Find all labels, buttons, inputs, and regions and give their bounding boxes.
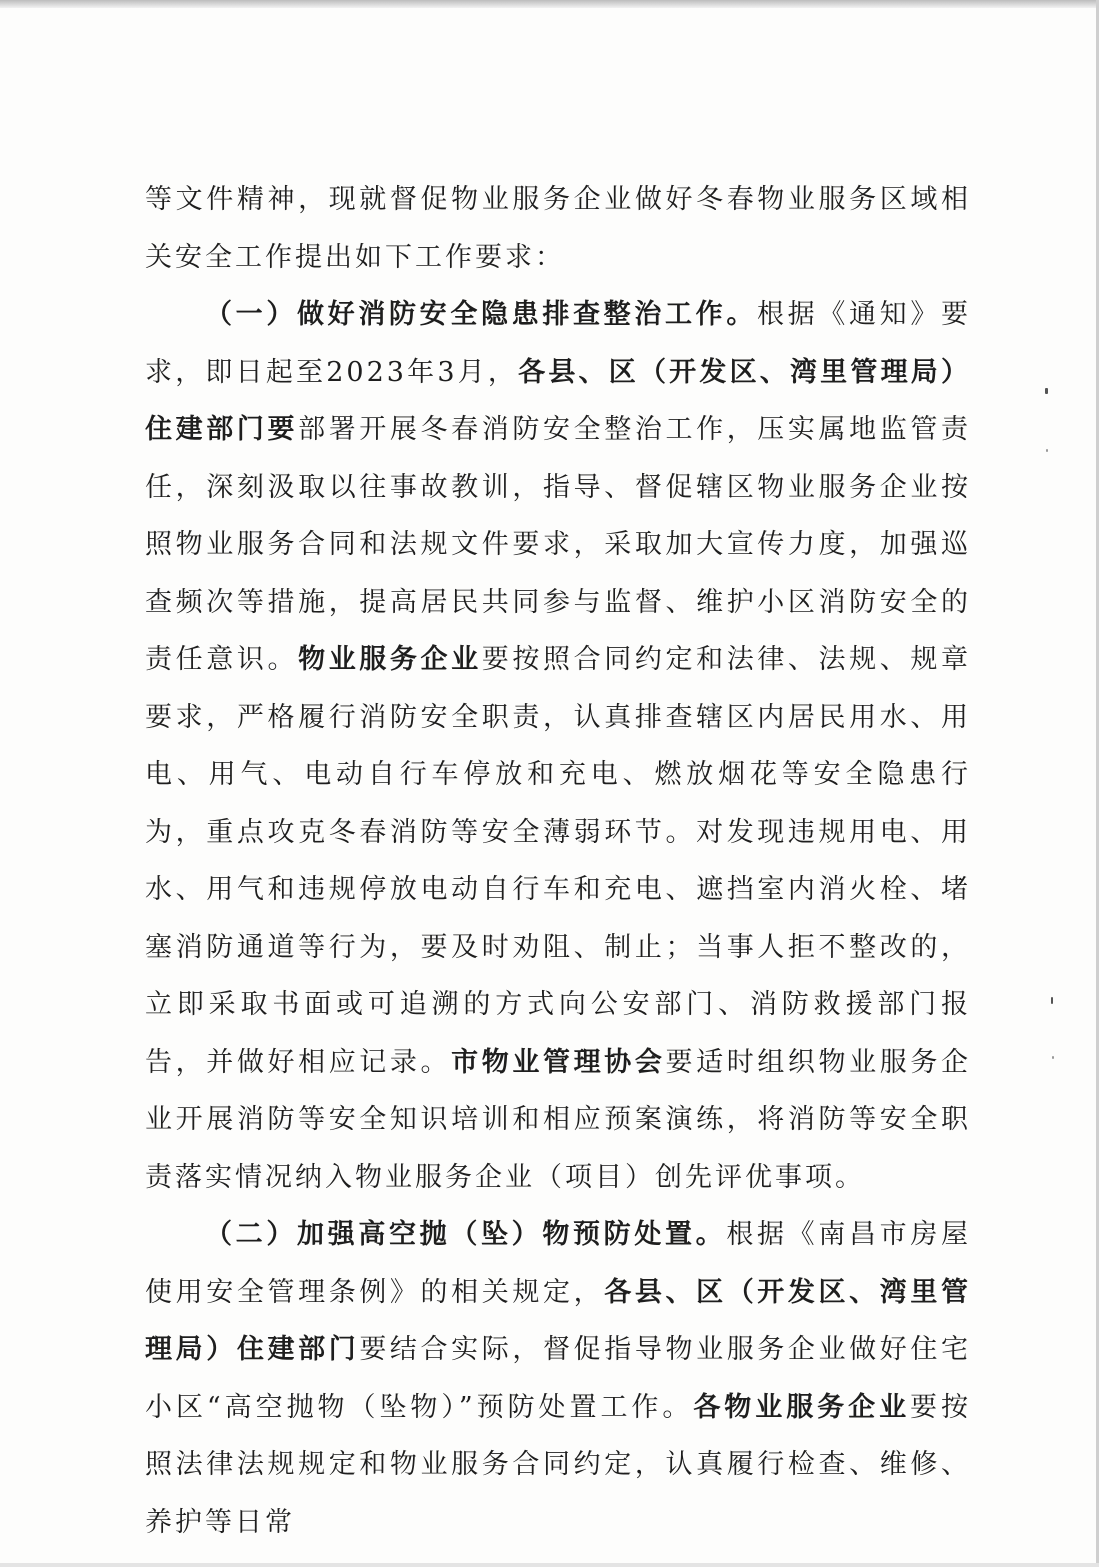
scan-speck [1052,1056,1054,1059]
scan-speck [1046,449,1048,452]
paragraph-section-2 [145,1206,971,1551]
bold-subject: 各物业服务企业 [693,1391,911,1423]
scan-speck [1051,997,1053,1004]
text-segment: 根据《通知》要求，即日起至2023年3月， [145,299,971,388]
text-segment: 要按照合同约定和法律、法规、规章要求，严格履行消防安全职责，认真排查辖区内居民用水、用电、用气、电动自行车停放和充电、燃放烟花等安全隐患行为，重点攻克冬春消防等安全薄弱环节。对发现违规用电、用水、用气和违规停放电动自行车和充电、遮挡室内消火栓、堵塞消防通道等行为，要及时劝阻、制止；当事人拒不整改的，立即采取书面或可追溯的方式向公安部门、消防救援部门报告，并做好相应记录。 [145,644,972,1078]
scan-edge-bottom [0,1563,1099,1567]
scan-speck [1045,388,1048,394]
text-segment: 根据《南昌市房屋使用安全管理条例》的相关规定， [145,1219,972,1308]
text-segment: 要按照法律法规规定和物业服务合同约定，认真履行检查、维修、养护等日常 [145,1391,972,1538]
document-body [145,171,971,1551]
bold-subject: 各县、区（开发区、湾里管理局）住建部门要 [145,356,971,445]
bold-subject: 市物业管理协会 [451,1046,666,1078]
section-1-heading: （一）做好消防安全隐患排查整治工作。 [205,299,757,330]
bold-subject: 各县、区（开发区、湾里管理局）住建部门 [145,1276,972,1365]
text-segment: 等文件精神，现就督促物业服务企业做好冬春物业服务区域相关安全工作提出如下工作要求： [145,184,971,273]
section-2-heading: （二）加强高空抛（坠）物预防处置。 [205,1219,727,1250]
text-segment: 要适时组织物业服务企业开展消防等安全知识培训和相应预案演练，将消防等安全职责落实情况纳入物业服务企业（项目）创先评优事项。 [145,1046,972,1193]
text-segment: 要结合实际，督促指导物业服务企业做好住宅小区“高空抛物（坠物）”预防处置工作。 [145,1334,972,1423]
text-segment: 部署开展冬春消防安全整治工作，压实属地监管责任，深刻汲取以往事故教训，指导、督促辖区物业服务企业按照物业服务合同和法规文件要求，采取加大宣传力度，加强巡查频次等措施，提高居民共同参与监督、维护小区消防安全的责任意识。 [145,414,972,675]
scan-edge-top [0,0,1099,8]
bold-subject: 物业服务企业 [298,644,482,675]
paragraph-intro [145,171,971,286]
paragraph-section-1 [145,286,971,1206]
